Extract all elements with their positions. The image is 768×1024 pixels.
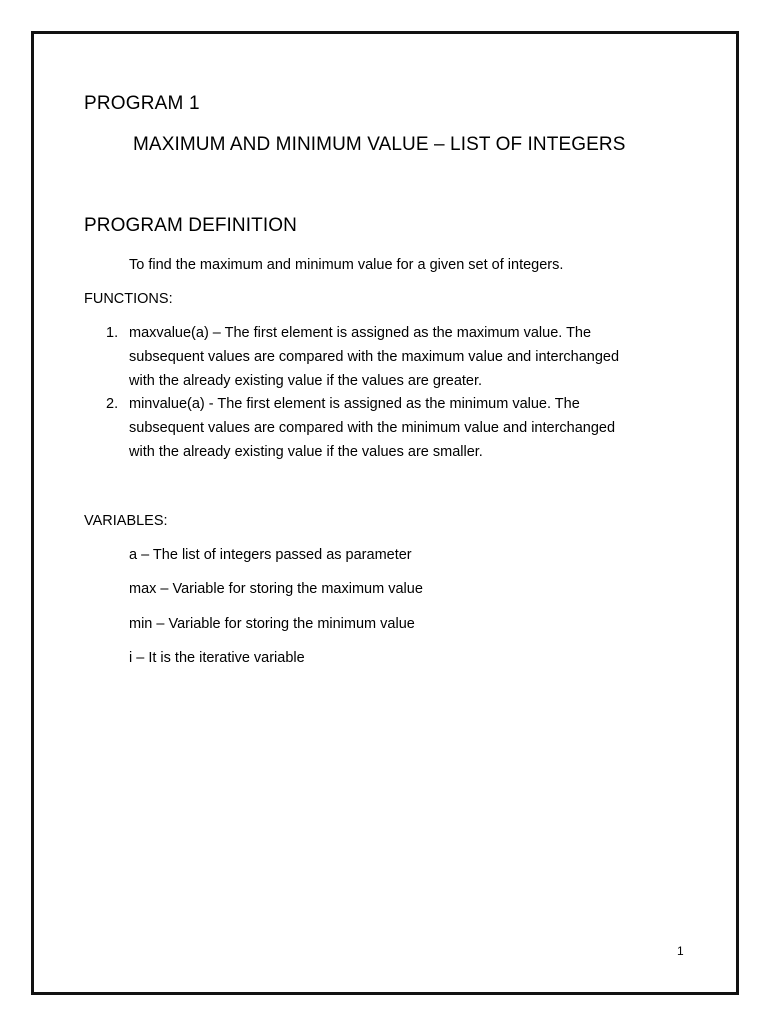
function-line: subsequent values are compared with the minimum value and interchanged [129, 420, 616, 436]
function-line: subsequent values are compared with the maximum value and interchanged [129, 349, 620, 365]
variable-item-min: min – Variable for storing the minimum value [129, 616, 415, 632]
variables-heading: VARIABLES: [84, 513, 168, 529]
page-number: 1 [677, 944, 684, 958]
function-line: maxvalue(a) – The first element is assigned as the maximum value. The [129, 325, 592, 341]
program-definition-text: To find the maximum and minimum value for a given set of integers. [129, 257, 564, 273]
variable-item-i: i – It is the iterative variable [129, 650, 305, 666]
function-line: minvalue(a) - The first element is assigned as the minimum value. The [129, 396, 580, 412]
variable-item-max: max – Variable for storing the maximum value [129, 581, 423, 597]
page-title: MAXIMUM AND MINIMUM VALUE – LIST OF INTEGERS [133, 134, 626, 155]
program-label: PROGRAM 1 [84, 93, 200, 114]
program-definition-heading: PROGRAM DEFINITION [84, 215, 297, 236]
list-number: 2. [106, 396, 119, 412]
function-line: with the already existing value if the values are smaller. [129, 444, 483, 460]
list-number: 1. [106, 325, 119, 341]
function-line: with the already existing value if the values are greater. [129, 373, 483, 389]
variable-item-a: a – The list of integers passed as parameter [129, 547, 412, 563]
functions-heading: FUNCTIONS: [84, 291, 173, 307]
